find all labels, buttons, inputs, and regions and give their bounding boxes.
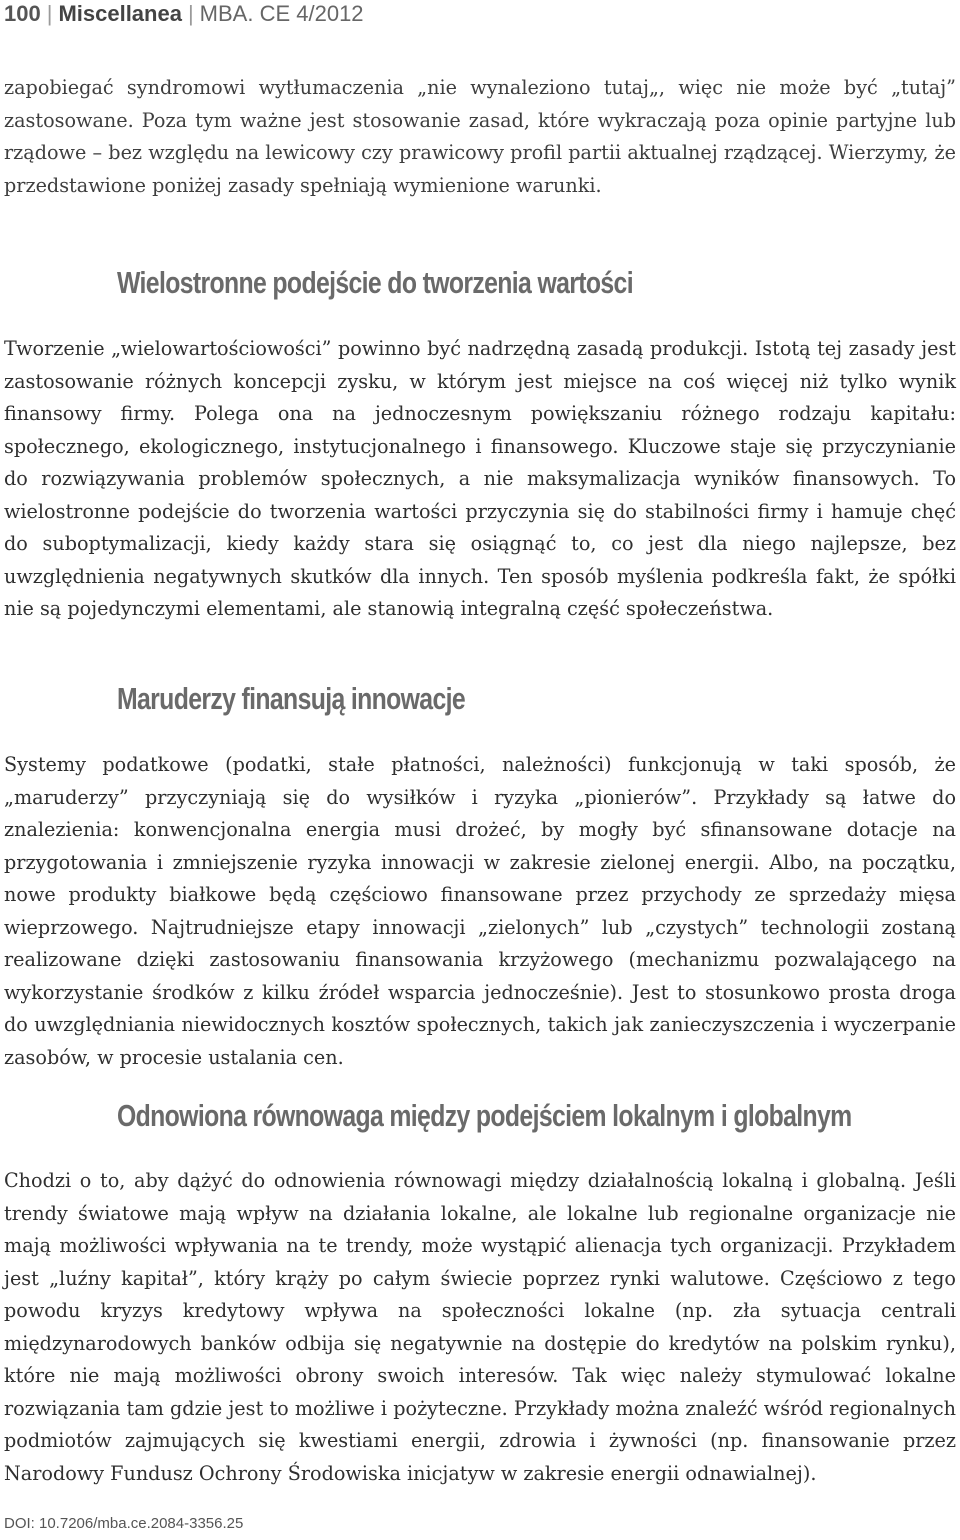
page-number: 100	[4, 1, 41, 26]
section-heading-local-global: Odnowiona równowaga między podejściem lokalnym i globalnym	[117, 1098, 852, 1133]
doi-footer: DOI: 10.7206/mba.ce.2084-3356.25	[4, 1515, 244, 1532]
header-separator: |	[46, 1, 53, 26]
section-body-local-global: Chodzi o to, aby dążyć do odnowienia równowagi między działalnością lokalną i globalną. Jeśli trendy światowe mają wpływ na działania lokalne, ale lokalne lub regionalne organizacje nie mają możliwości wpływania na te trendy, może wystąpić alienacja tych organizacji. Przykładem jest „luźny kapitał”, który krąży po całym świecie poprzez rynki walutowe. Częściowo z tego powodu kryzys kredytowy wpływa na społeczności lokalne (np. zła sytuacja centrali międzynarodowych banków odbija się negatywnie na dostępie do kredytów na polskim rynku), które nie mają możliwości obrony swoich interesów. Tak więc należy stymulować lokalne rozwiązania tam gdzie jest to możliwe i pożyteczne. Przykłady można znaleźć wśród regionalnych podmiotów zajmujących się kwestiami energii, zdrowia i żywności (np. finansowanie przez Narodowy Fundusz Ochrony Środowiska inicjatyw w zakresie energii odnawialnej).	[4, 1169, 956, 1485]
journal-issue: MBA. CE 4/2012	[199, 1, 364, 26]
section-name: Miscellanea	[58, 1, 182, 26]
section-heading-laggards: Maruderzy finansują innowacje	[117, 681, 466, 716]
section-body-value-creation: Tworzenie „wielowartościowości” powinno być nadrzędną zasadą produkcji. Istotą tej zasady jest zastosowanie różnych koncepcji zysku, w którym jest miejsce na coś więcej niż tylko wynik finansowy firmy. Polega ona na jednoczesnym powiększaniu różnego rodzaju kapitału: społecznego, ekologicznego, instytucjonalnego i finansowego. Kluczowe staje się przyczynianie do rozwiązywania problemów społecznych, a nie maksymalizacja wyników finansowych. To wielostronne podejście do tworzenia wartości przyczynia się do stabilności firmy i hamuje chęć do suboptymalizacji, kiedy każdy stara się osiągnąć to, co jest dla niego najlepsze, bez uwzględnienia negatywnych skutków dla innych. Ten sposób myślenia podkreśla fakt, że spółki nie są pojedynczymi elementami, ale stanowią integralną część społeczeństwa.	[4, 337, 956, 620]
section-body-laggards: Systemy podatkowe (podatki, stałe płatności, należności) funkcjonują w taki sposób, że „maruderzy” przyczyniają się do wysiłków i ryzyka „pionierów”. Przykłady są łatwe do znalezienia: konwencjonalna energia musi drożeć, by mogły być sfinansowane dotacje na przygotowania i zmniejszenie ryzyka innowacji w zakresie zielonej energii. Albo, na początku, nowe produkty białkowe będą częściowo finansowane przez przychody ze sprzedaży mięsa wieprzowego. Najtrudniejsze etapy innowacji „zielonych” lub „czystych” technologii zostaną realizowane dzięki zastosowaniu finansowania krzyżowego (mechanizmu pozwalającego na wykorzystanie środków z kilku źródeł wsparcia jednocześnie). Jest to stosunkowo prosta droga do uwzględniania niewidocznych kosztów społecznych, takich jak zanieczyszczenia i wyczerpanie zasobów, w procesie ustalania cen.	[4, 753, 956, 1069]
running-head	[4, 0, 364, 30]
intro-paragraph: zapobiegać syndromowi wytłumaczenia „nie wynaleziono tutaj„, więc nie może być „tutaj” zastosowane. Poza tym ważne jest stosowanie zasad, które wykraczają poza opinie partyjne lub rządowe – bez względu na lewicowy czy prawicowy profil partii aktualnej rządzącej. Wierzymy, że przedstawione poniżej zasady spełniają wymienione warunki.	[4, 76, 956, 197]
section-heading-value-creation: Wielostronne podejście do tworzenia wartości	[117, 265, 633, 300]
header-separator: |	[187, 1, 194, 26]
